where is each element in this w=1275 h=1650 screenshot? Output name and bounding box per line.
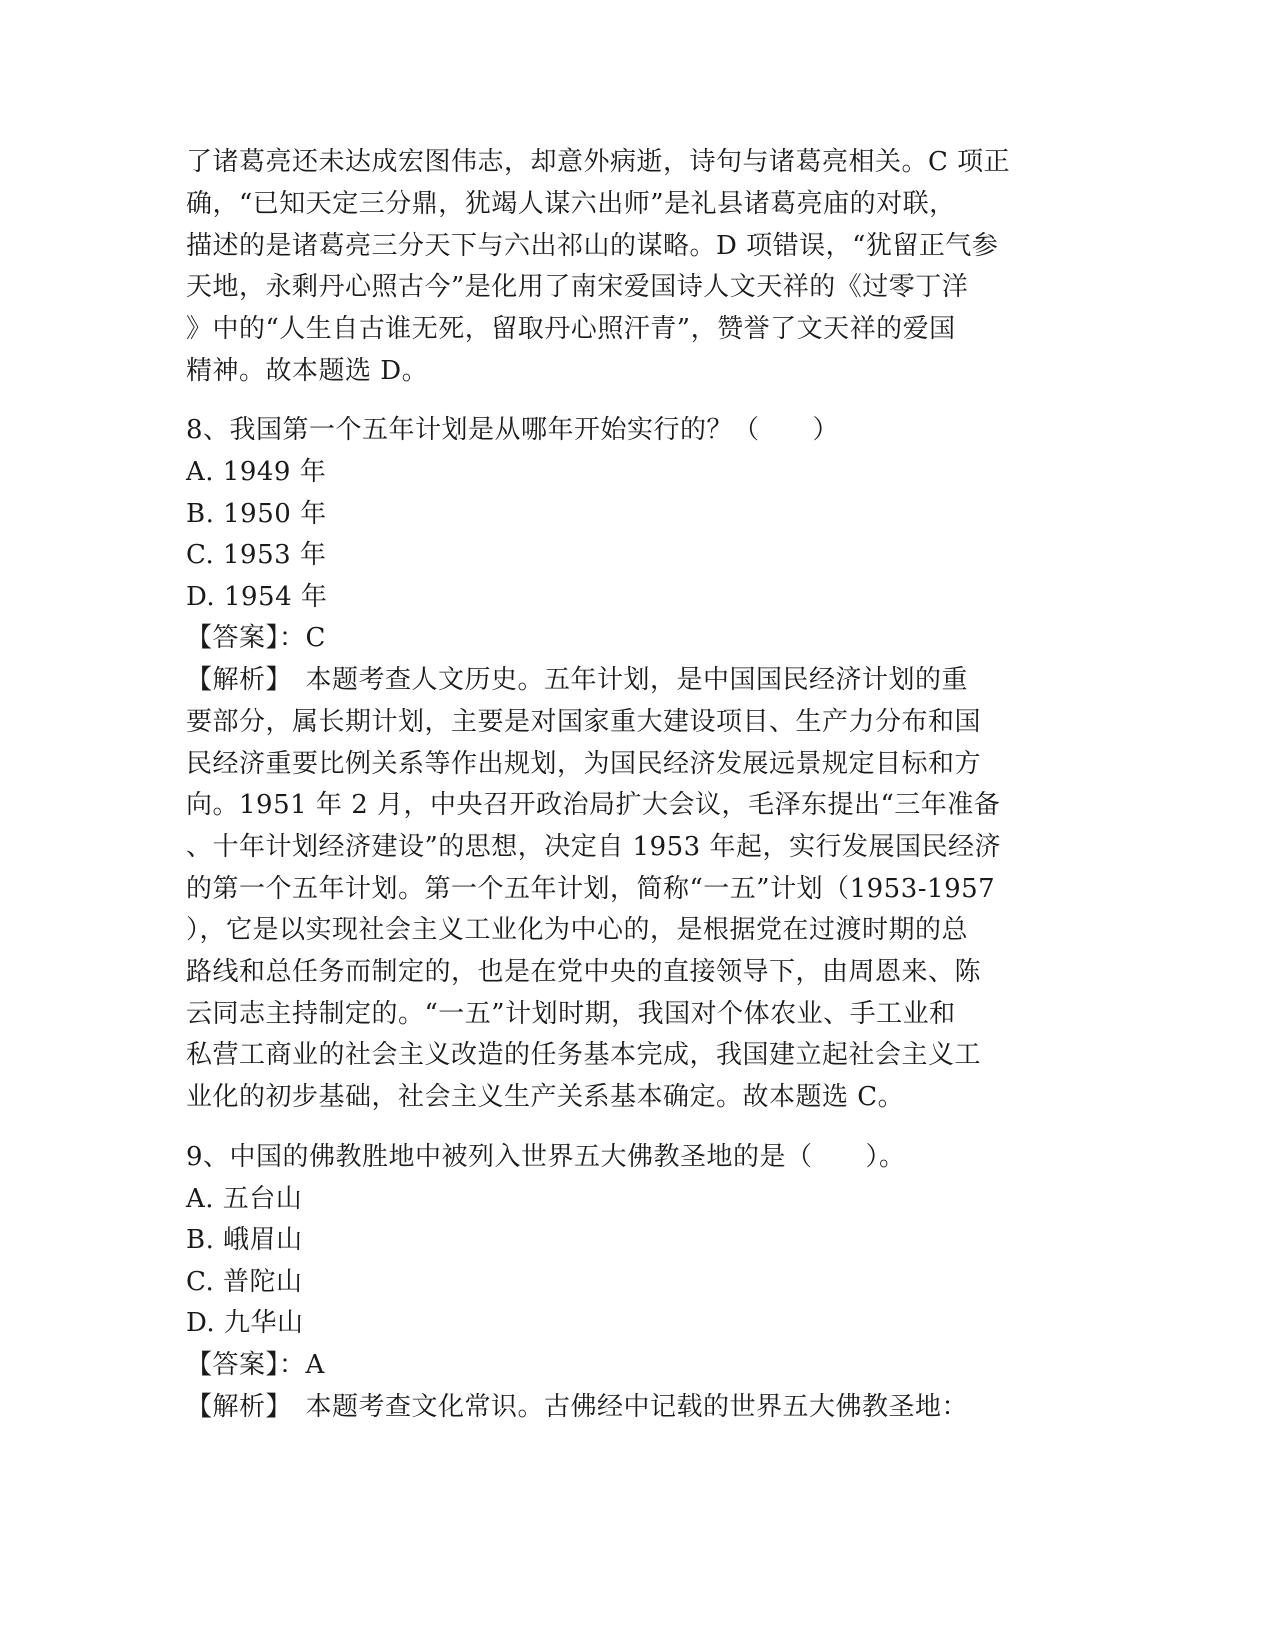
question-8-explanation-line: 路线和总任务而制定的，也是在党中央的直接领导下，由周恩来、陈 — [186, 957, 982, 987]
question-8-explanation-line: 民经济重要比例关系等作出规划，为国民经济发展远景规定目标和方 — [186, 749, 982, 779]
question-8-explanation-line: 私营工商业的社会主义改造的任务基本完成，我国建立起社会主义工 — [186, 1040, 982, 1070]
prev-explanation-line: 天地，永剩丹心照古今”是化用了南宋爱国诗人文天祥的《过零丁洋 — [186, 272, 969, 302]
question-8-explanation-line: 业化的初步基础，社会主义生产关系基本确定。故本题选 C。 — [186, 1082, 905, 1112]
prev-explanation-line: 精神。故本题选 D。 — [186, 356, 429, 386]
question-8-explanation-line: 云同志主持制定的。“一五”计划时期，我国对个体农业、手工业和 — [186, 999, 956, 1029]
prev-explanation-line: 确，“已知天定三分鼎，犹竭人谋六出师”是礼县诸葛亮庙的对联， — [186, 189, 956, 219]
question-8-text: 8、我国第一个五年计划是从哪年开始实行的？（ ） — [186, 415, 840, 445]
question-8-option-a: A. 1949 年 — [186, 457, 327, 487]
prev-explanation-line: 描述的是诸葛亮三分天下与六出祁山的谋略。D 项错误，“犹留正气参 — [186, 231, 999, 261]
question-8-option-b: B. 1950 年 — [186, 499, 327, 529]
question-8-answer: 【答案】：C — [186, 623, 326, 653]
question-9-option-c: C. 普陀山 — [186, 1267, 303, 1297]
question-8-option-d: D. 1954 年 — [186, 582, 328, 612]
question-8-explanation-line: 要部分，属长期计划，主要是对国家重大建设项目、生产力分布和国 — [186, 707, 982, 737]
question-9-answer: 【答案】：A — [186, 1350, 325, 1380]
question-8-explanation-line: ），它是以实现社会主义工业化为中心的，是根据党在过渡时期的总 — [186, 915, 969, 945]
question-9-explanation-line: 【解析】 本题考查文化常识。古佛经中记载的世界五大佛教圣地： — [186, 1392, 969, 1422]
question-9-option-d: D. 九华山 — [186, 1308, 304, 1338]
prev-explanation-line: 》中的“人生自古谁无死，留取丹心照汗青”，赞誉了文天祥的爱国 — [186, 314, 956, 344]
question-9-option-b: B. 峨眉山 — [186, 1225, 303, 1255]
question-8-explanation-line: 的第一个五年计划。第一个五年计划，简称“一五”计划（1953-1957 — [186, 874, 996, 904]
question-8-explanation-line: 【解析】 本题考查人文历史。五年计划，是中国国民经济计划的重 — [186, 665, 969, 695]
question-8-explanation-line: 、十年计划经济建设”的思想，决定自 1953 年起，实行发展国民经济 — [186, 832, 1001, 862]
question-9-option-a: A. 五台山 — [186, 1184, 303, 1214]
prev-explanation-line: 了诸葛亮还未达成宏图伟志，却意外病逝，诗句与诸葛亮相关。C 项正 — [186, 147, 1011, 177]
question-9-text: 9、中国的佛教胜地中被列入世界五大佛教圣地的是（ ）。 — [186, 1142, 906, 1172]
question-8-option-c: C. 1953 年 — [186, 540, 327, 570]
question-8-explanation-line: 向。1951 年 2 月，中央召开政治局扩大会议，毛泽东提出“三年准备 — [186, 790, 1001, 820]
